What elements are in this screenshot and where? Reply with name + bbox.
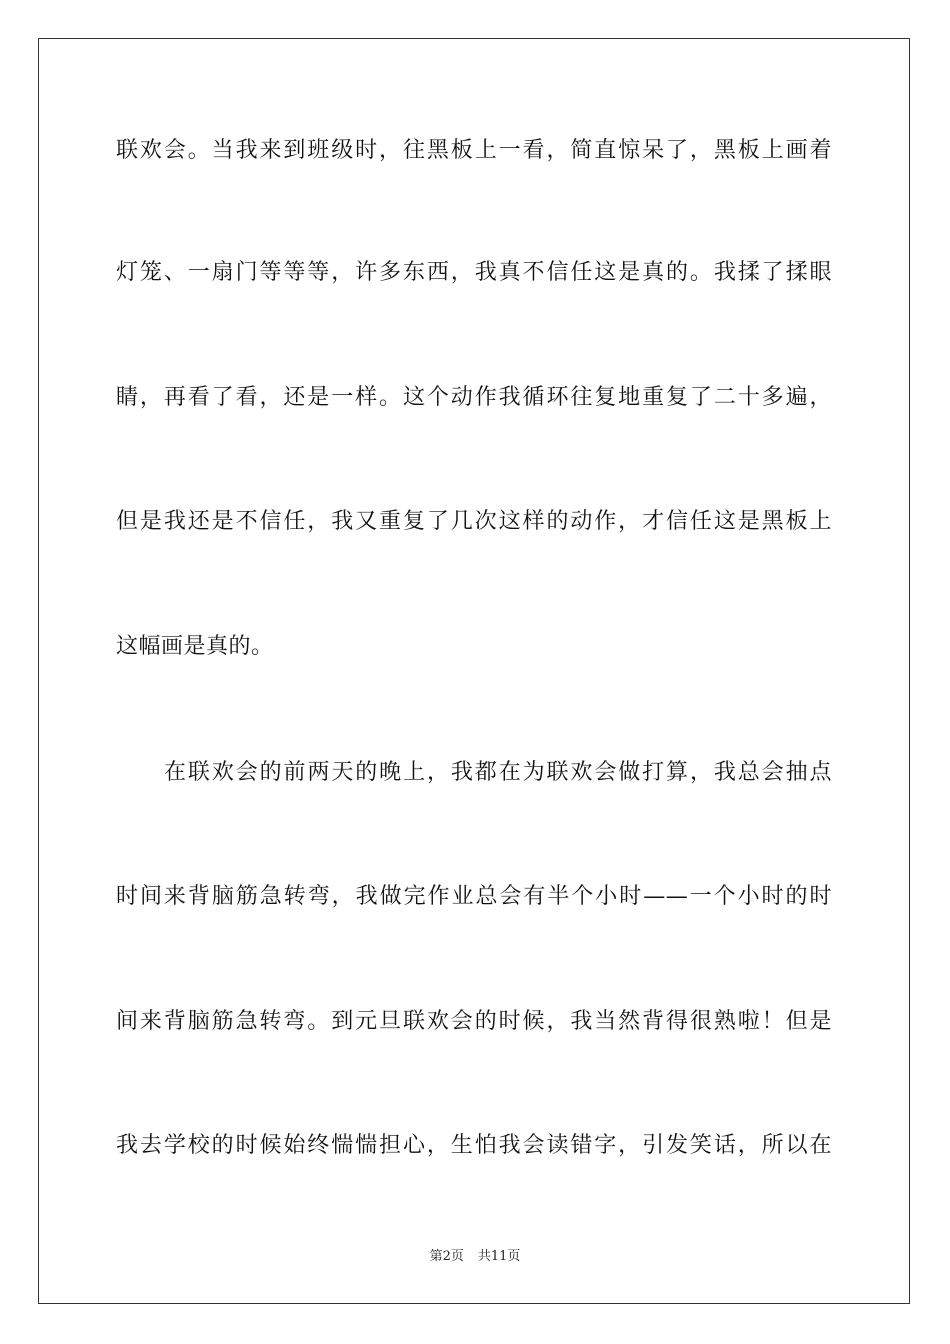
- text-line-5: 这幅画是真的。: [116, 634, 274, 659]
- text-line-4: 但是我还是不信任，我又重复了几次这样的动作，才信任这是黑板上: [116, 509, 832, 534]
- text-line-9: 我去学校的时候始终惴惴担心，生怕我会读错字，引发笑话，所以在: [116, 1133, 832, 1158]
- text-line-6-paragraph-start: 在联欢会的前两天的晚上，我都在为联欢会做打算，我总会抽点: [164, 760, 832, 785]
- text-line-8: 间来背脑筋急转弯。到元旦联欢会的时候，我当然背得很熟啦！但是: [116, 1009, 832, 1034]
- page-total: 共11页: [477, 1249, 521, 1264]
- text-line-1: 联欢会。当我来到班级时，往黑板上一看，简直惊呆了，黑板上画着: [116, 138, 832, 163]
- page-number: 第2页: [429, 1249, 464, 1264]
- text-line-2: 灯笼、一扇门等等等，许多东西，我真不信任这是真的。我揉了揉眼: [116, 260, 832, 285]
- text-line-3: 睛，再看了看，还是一样。这个动作我循环往复地重复了二十多遍，: [116, 385, 832, 410]
- page-border: [38, 38, 910, 1304]
- page-footer: [0, 1248, 950, 1266]
- text-line-7: 时间来背脑筋急转弯，我做完作业总会有半个小时——一个小时的时: [116, 884, 832, 909]
